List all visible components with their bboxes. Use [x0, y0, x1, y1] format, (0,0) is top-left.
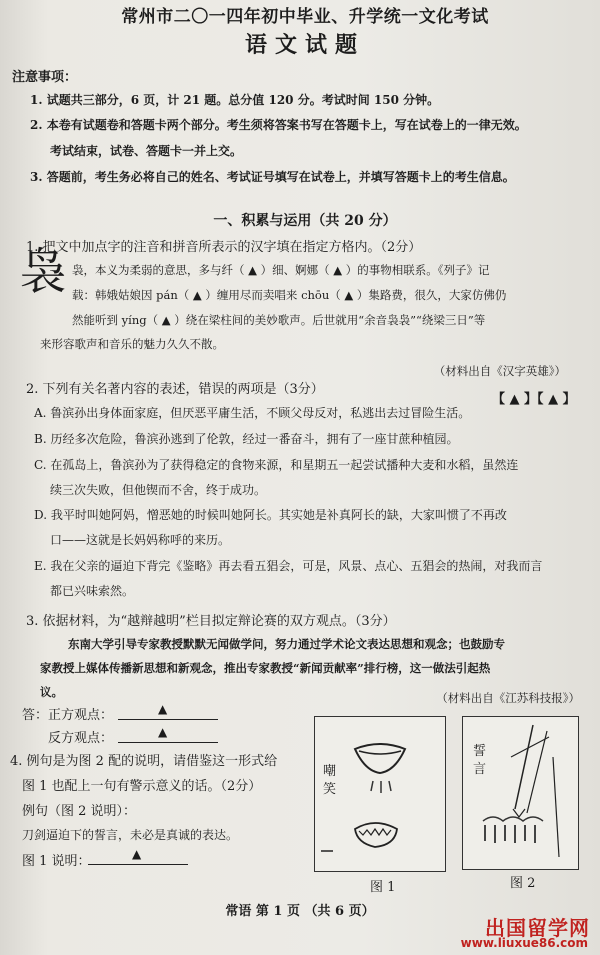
q2-option-e-line-1: E. 我在父亲的逼迫下背完《鉴略》再去看五猖会，可是，风景、点心、五猖会的热闹，对我而言: [34, 559, 543, 573]
q4-mark: ▲: [132, 847, 142, 861]
q2-option-d-line-1: D. 我平时叫她阿妈，憎恶她的时候叫她阿长。其实她是补真阿长的缺，大家叫惯了不再改: [34, 508, 507, 522]
q4-example-text: 刀剑逼迫下的誓言，未必是真诚的表达。: [22, 828, 239, 842]
notice-item-2a: 2. 本卷有试题卷和答题卡两个部分。考生须将答案书写在答题卡上，写在试卷上的一律无效。: [30, 118, 527, 132]
watermark-url[interactable]: www.liuxue86.com: [460, 936, 588, 950]
exam-title: 常州市二〇一四年初中毕业、升学统一文化考试: [121, 7, 489, 27]
q2-option-b: B. 历经多次危险，鲁滨孙逃到了伦敦，经过一番奋斗，拥有了一座甘蔗种植园。: [34, 432, 459, 446]
q4-stem-line-1: 4. 例句是为图 2 配的说明，请借鉴这一形式给: [10, 754, 278, 769]
notice-item-1: 1. 试题共三部分，6 页，计 21 题。总分值 120 分。考试时间 150 分钟。: [30, 93, 440, 107]
figure-1-caption: 图 1: [370, 880, 396, 895]
figure-2-text: 誓言: [473, 744, 487, 777]
q1-big-character: 袅: [20, 242, 66, 300]
q4-answer-line[interactable]: [88, 864, 188, 865]
q3-pro-answer-line[interactable]: [118, 719, 218, 720]
q2-option-c-line-2: 续三次失败，但他锲而不舍，终于成功。: [50, 483, 267, 497]
q1-line-1: 袅，本义为柔弱的意思，多与纤（ ▲ ）细、婀娜（ ▲ ）的事物相联系。《列子》记: [72, 263, 490, 277]
figure-2-caption: 图 2: [510, 876, 536, 891]
q1-stem: 1. 把文中加点字的注音和拼音所表示的汉字填在指定方格内。（2分）: [26, 240, 422, 255]
notice-heading: 注意事项：: [12, 70, 78, 85]
q1-source: （材料出自《汉字英雄》）: [433, 364, 566, 378]
q3-material-line-1: 东南大学引导专家教授默默无闻做学问，努力通过学术论文表达思想和观念；也鼓励专: [68, 637, 505, 651]
q2-stem: 2. 下列有关名著内容的表述，错误的两项是（3分）: [26, 382, 324, 397]
watermark-site-name: 出国留学网: [485, 916, 590, 940]
q3-material-line-2: 家教授上媒体传播新思想和新观念，推出专家教授“新闻贡献率”排行榜，这一做法引起热: [40, 661, 491, 675]
q2-option-a: A. 鲁滨孙出身体面家庭，但厌恶平庸生活，不顾父母反对，私逃出去过冒险生活。: [34, 406, 471, 420]
q4-example-label: 例句（图 2 说明）：: [22, 804, 137, 819]
notice-item-2b: 考试结束，试卷、答题卡一并上交。: [50, 144, 243, 158]
q1-line-2: 载：韩娥姑娘因 pán（ ▲ ）缠用尽而卖唱来 chōu（ ▲ ）集路费，很久，大家仿佛仍: [72, 288, 507, 302]
q4-stem-line-2: 图 1 也配上一句有警示意义的话。（2分）: [22, 779, 262, 794]
notice-item-3: 3. 答题前，考生务必将自己的姓名、考试证号填写在试卷上，并填写答题卡上的考生信息。: [30, 170, 515, 184]
subject-title: 语文试题: [244, 32, 365, 58]
q1-line-4: 来形容歌声和音乐的魅力久久不散。: [40, 337, 224, 351]
q4-fig1-label: 图 1 说明：: [22, 854, 91, 869]
figure-2-drawing: [463, 717, 578, 869]
q3-con-mark: ▲: [158, 725, 168, 739]
q3-source: （材料出自《江苏科技报》）: [436, 691, 580, 705]
q2-option-e-line-2: 都已兴味索然。: [50, 584, 135, 598]
q3-con-answer-line[interactable]: [118, 742, 218, 743]
q3-pro-label: 答：正方观点：: [22, 708, 114, 723]
figure-2-frame: [462, 716, 579, 870]
q2-answer-box: 【 ▲ 】【 ▲ 】: [492, 392, 576, 407]
q3-stem: 3. 依据材料，为“越辩越明”栏目拟定辩论赛的双方观点。（3分）: [26, 614, 396, 629]
figure-1-text: 嘲笑: [323, 764, 337, 797]
q3-con-label: 反方观点：: [48, 731, 114, 746]
q3-material-line-3: 议。: [40, 685, 63, 699]
q1-line-3: 然能听到 yíng（ ▲ ）绕在梁柱间的美妙歌声。后世就用“余音袅袅”“绕梁三日”等: [72, 313, 486, 327]
figure-1-frame: [314, 716, 446, 872]
section-heading: 一、积累与运用（共 20 分）: [213, 213, 397, 229]
q2-option-c-line-1: C. 在孤岛上，鲁滨孙为了获得稳定的食物来源，和星期五一起尝试播种大麦和水稻，虽然连: [34, 458, 519, 472]
q3-pro-mark: ▲: [158, 702, 168, 716]
page-footer: 常语 第 1 页 （共 6 页）: [225, 904, 375, 919]
q2-option-d-line-2: 口——这就是长妈妈称呼的来历。: [50, 533, 231, 547]
